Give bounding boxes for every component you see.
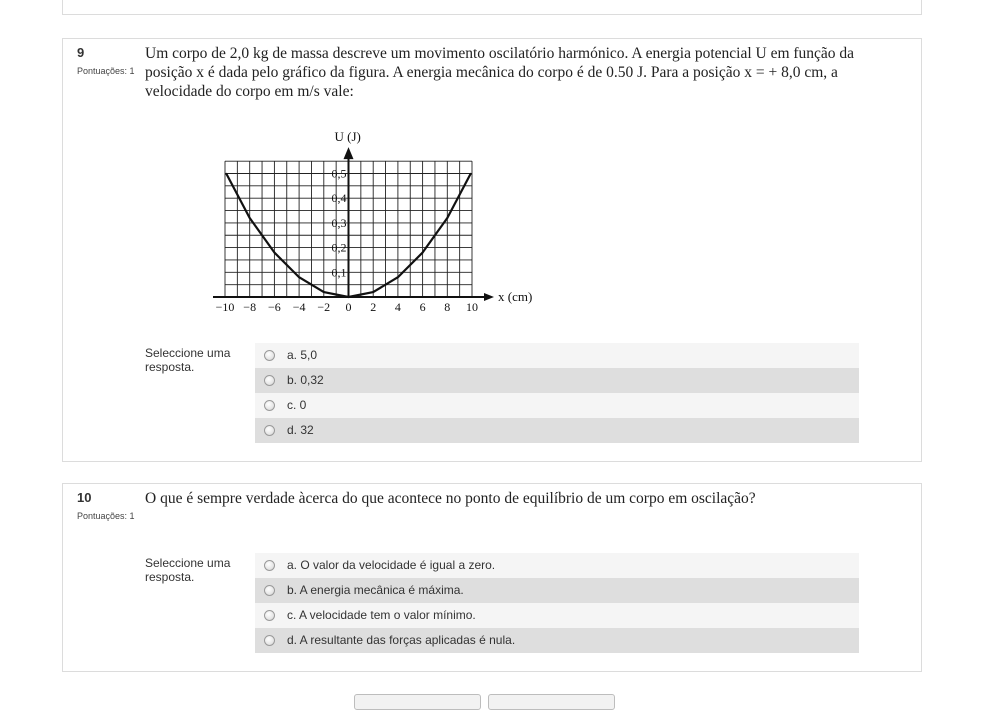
answer-options	[255, 343, 859, 443]
y-tick-label: 0,2	[331, 240, 347, 255]
data-point	[298, 276, 300, 278]
answer-label: b. 0,32	[287, 373, 324, 387]
radio-button[interactable]	[264, 400, 275, 411]
radio-button[interactable]	[264, 560, 275, 571]
answer-label: d. 32	[287, 423, 314, 437]
data-point	[397, 276, 399, 278]
x-tick-label: 2	[370, 300, 377, 314]
chart-svg	[147, 125, 533, 315]
answer-prompt: Seleccione uma resposta.	[145, 346, 231, 374]
data-point	[249, 217, 251, 219]
answer-option-b[interactable]	[255, 578, 859, 603]
answer-option-b[interactable]	[255, 368, 859, 393]
previous-question-card	[62, 0, 922, 15]
answer-label: a. O valor da velocidade é igual a zero.	[287, 558, 496, 572]
data-point	[348, 296, 350, 298]
x-axis-arrow	[484, 293, 494, 301]
answer-prompt: Seleccione uma resposta.	[145, 556, 231, 584]
radio-button[interactable]	[264, 375, 275, 386]
data-point	[372, 291, 374, 293]
x-axis-label: x (cm)	[498, 289, 533, 304]
data-point	[422, 252, 424, 254]
data-point	[225, 173, 227, 175]
radio-button[interactable]	[264, 610, 275, 621]
answer-label: a. 5,0	[287, 348, 318, 362]
data-point	[323, 291, 325, 293]
answer-option-a[interactable]	[255, 343, 859, 368]
y-axis-arrow	[344, 147, 354, 159]
answer-options	[255, 553, 859, 653]
answer-option-c[interactable]	[255, 393, 859, 418]
submit-all-button[interactable]	[488, 694, 615, 710]
x-tick-label: 10	[466, 300, 478, 314]
question-grade: Pontuações: 1	[77, 511, 135, 521]
question-9-card	[62, 38, 922, 462]
x-tick-label: −2	[317, 300, 331, 314]
data-point	[470, 173, 472, 175]
question-number: 9	[77, 45, 85, 60]
x-tick-label: −10	[215, 300, 235, 314]
data-point	[447, 217, 449, 219]
x-tick-label: −4	[292, 300, 306, 314]
radio-button[interactable]	[264, 585, 275, 596]
question-text: Um corpo de 2,0 kg de massa descreve um movimento oscilatório harmónico. A energia potencial U em função da posição x é dada pelo gráfico da figura. A energia mecânica do corpo é de 0.50 J. Para a posição x = + 8,0 cm, a velocidade do corpo em m/s vale:	[145, 45, 855, 100]
answer-option-d[interactable]	[255, 418, 859, 443]
radio-button[interactable]	[264, 635, 275, 646]
radio-button[interactable]	[264, 425, 275, 436]
question-number: 10	[77, 490, 92, 505]
question-10-card	[62, 483, 922, 672]
x-tick-label: −6	[268, 300, 281, 314]
y-tick-label: 0,5	[331, 166, 347, 181]
question-text: O que é sempre verdade àcerca do que acontece no ponto de equilíbrio de um corpo em oscilação?	[145, 490, 756, 507]
answer-option-a[interactable]	[255, 553, 859, 578]
next-page-button[interactable]	[354, 694, 481, 710]
answer-label: d. A resultante das forças aplicadas é nula.	[287, 633, 516, 647]
answer-label: b. A energia mecânica é máxima.	[287, 583, 464, 597]
y-axis-label: U (J)	[334, 129, 361, 145]
answer-option-d[interactable]	[255, 628, 859, 653]
data-point	[274, 252, 276, 254]
answer-label: c. A velocidade tem o valor mínimo.	[287, 608, 476, 622]
y-tick-label: 0,3	[331, 215, 347, 230]
radio-button[interactable]	[264, 350, 275, 361]
x-tick-label: −8	[243, 300, 257, 314]
answer-option-c[interactable]	[255, 603, 859, 628]
x-tick-label: 6	[419, 300, 426, 314]
answer-label: c. 0	[287, 398, 307, 412]
y-tick-label: 0,1	[331, 265, 347, 280]
x-tick-label: 8	[444, 300, 451, 314]
question-grade: Pontuações: 1	[77, 66, 135, 76]
y-tick-label: 0,4	[331, 191, 347, 206]
x-tick-label: 0	[345, 300, 352, 314]
x-tick-label: 4	[394, 300, 401, 314]
potential-energy-graph	[147, 125, 533, 320]
